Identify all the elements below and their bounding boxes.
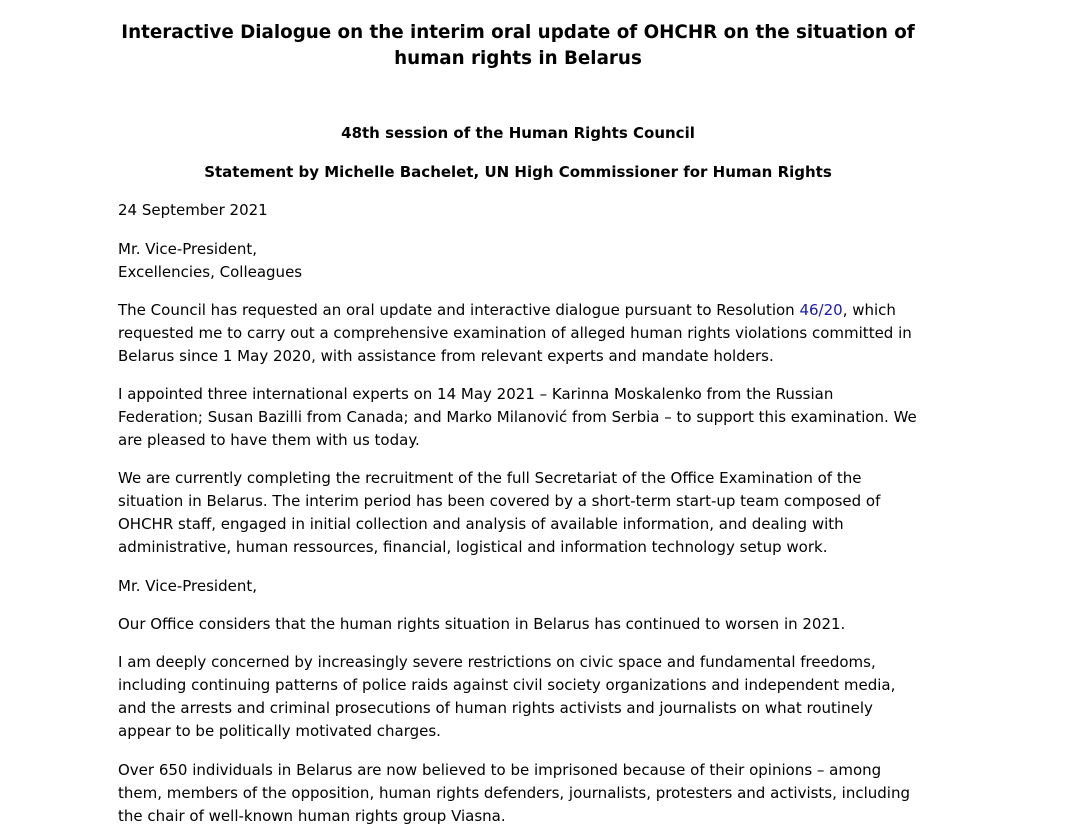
document-title: Interactive Dialogue on the interim oral update of OHCHR on the situation of human rights in Belarus <box>121 22 915 69</box>
paragraph-situation: Our Office considers that the human rights situation in Belarus has continued to worsen in 2021. <box>118 615 846 633</box>
salutation: Mr. Vice-President, Excellencies, Colleagues <box>118 240 303 281</box>
paragraph-concern: I am deeply concerned by increasingly severe restrictions on civic space and fundamental freedoms, including continuing patterns of police raids against civil society organizations and independent media, and the arrests and criminal prosecutions of human rights activists and journalists on what routinely appear to be politically motivated charges. <box>118 653 896 740</box>
statement-heading: Statement by Michelle Bachelet, UN High Commissioner for Human Rights <box>204 163 832 181</box>
session-heading: 48th session of the Human Rights Council <box>341 124 695 142</box>
paragraph-experts: I appointed three international experts on 14 May 2021 – Karinna Moskalenko from the Russian Federation; Susan Bazilli from Canada; and Marko Milanović from Serbia – to support this examination. We are pleased to have them with us today. <box>118 385 917 449</box>
resolution-link[interactable]: 46/20 <box>799 301 843 319</box>
document-body <box>118 20 918 828</box>
paragraph-resolution <box>118 299 918 368</box>
paragraph-resolution-text-b: , which requested me to carry out a comprehensive examination of alleged human rights violations committed in Belarus since 1 May 2020, with assistance from relevant experts and mandate holders. <box>118 301 912 365</box>
paragraph-resolution-text-a: The Council has requested an oral update and interactive dialogue pursuant to Resolution <box>118 301 800 319</box>
date-line: 24 September 2021 <box>118 201 268 219</box>
paragraph-detainees: Over 650 individuals in Belarus are now believed to be imprisoned because of their opinions – among them, members of the opposition, human rights defenders, journalists, protesters and activists, including the chair of well-known human rights group Viasna. <box>118 761 910 825</box>
paragraph-secretariat: We are currently completing the recruitment of the full Secretariat of the Office Examination of the situation in Belarus. The interim period has been covered by a short-term start-up team composed of OHCHR staff, engaged in initial collection and analysis of available information, and dealing with administrative, human ressources, financial, logistical and information technology setup work. <box>118 469 881 556</box>
paragraph-address: Mr. Vice-President, <box>118 577 257 595</box>
